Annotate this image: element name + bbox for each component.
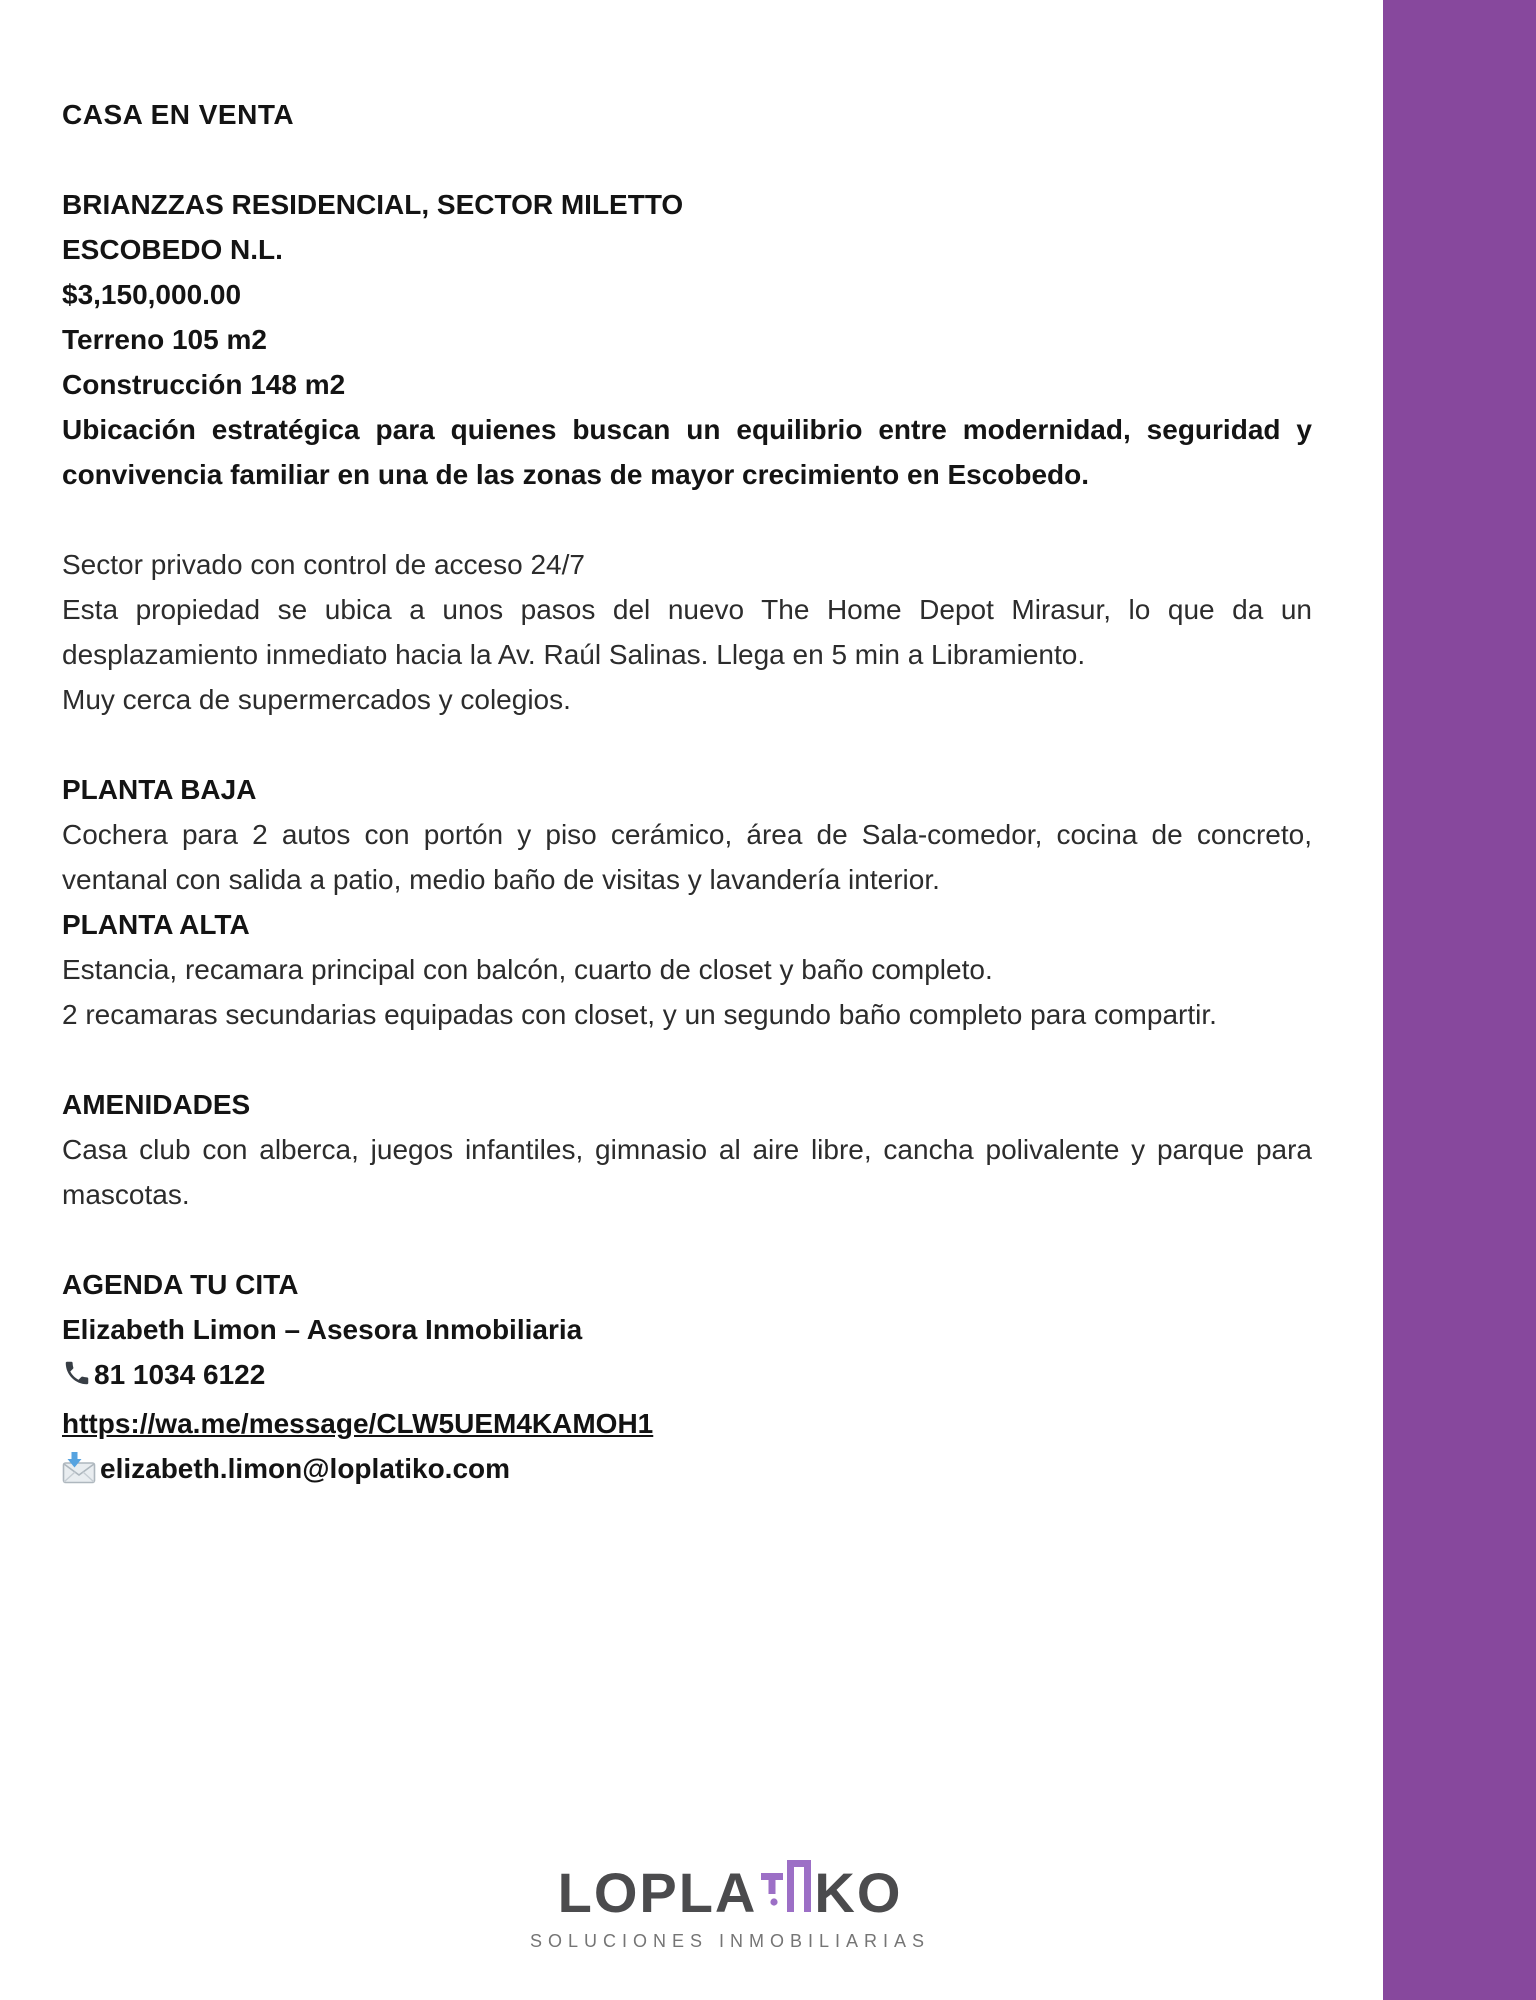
property-location: ESCOBEDO N.L. bbox=[62, 234, 283, 265]
spacer bbox=[62, 1217, 1312, 1262]
property-name: BRIANZZAS RESIDENCIAL, SECTOR MILETTO bbox=[62, 189, 684, 220]
flyer-content bbox=[62, 92, 1312, 1497]
upper-floor-description-1: Estancia, recamara principal con balcón, cuarto de closet y baño completo. bbox=[62, 954, 993, 985]
phone-icon bbox=[62, 1356, 92, 1401]
upper-floor-title: PLANTA ALTA bbox=[62, 909, 250, 940]
brand-footer bbox=[0, 1860, 1460, 1952]
nearby-info: Muy cerca de supermercados y colegios. bbox=[62, 684, 571, 715]
loplatiko-logo bbox=[0, 1860, 1460, 1923]
contact-email-line bbox=[62, 1446, 1312, 1497]
property-highlight: Ubicación estratégica para quienes buscan un equilibrio entre modernidad, seguridad y convivencia familiar en una de las zonas de mayor crecimiento en Escobedo. bbox=[62, 414, 1312, 490]
contact-agent: Elizabeth Limon – Asesora Inmobiliaria bbox=[62, 1314, 583, 1345]
property-price: $3,150,000.00 bbox=[62, 279, 242, 310]
ground-floor-description: Cochera para 2 autos con portón y piso cerámico, área de Sala-comedor, cocina de concreto, ventanal con salida a patio, medio baño de visitas y lavandería interior. bbox=[62, 819, 1312, 895]
contact-phone: 81 1034 6122 bbox=[94, 1359, 266, 1390]
contact-phone-line bbox=[62, 1352, 1312, 1401]
access-info: Sector privado con control de acceso 24/7 bbox=[62, 549, 585, 580]
spacer bbox=[62, 137, 1312, 182]
purple-accent-bar bbox=[1383, 0, 1536, 2000]
contact-title: AGENDA TU CITA bbox=[62, 1269, 299, 1300]
spacer bbox=[62, 1037, 1312, 1082]
property-land-area: Terreno 105 m2 bbox=[62, 324, 267, 355]
location-description: Esta propiedad se ubica a unos pasos del nuevo The Home Depot Mirasur, lo que da un desplazamiento inmediato hacia la Av. Raúl Salinas. Llega en 5 min a Libramiento. bbox=[62, 594, 1312, 670]
property-construction-area: Construcción 148 m2 bbox=[62, 369, 346, 400]
logo-text-right: KO bbox=[814, 1861, 903, 1924]
whatsapp-link[interactable]: https://wa.me/message/CLW5UEM4KAMOH1 bbox=[62, 1408, 654, 1439]
logo-text-left: LOPLA bbox=[557, 1861, 758, 1924]
incoming-envelope-icon bbox=[62, 1452, 96, 1497]
door-icon bbox=[761, 1860, 811, 1923]
spacer bbox=[62, 722, 1312, 767]
ground-floor-title: PLANTA BAJA bbox=[62, 774, 257, 805]
spacer bbox=[62, 497, 1312, 542]
contact-email: elizabeth.limon@loplatiko.com bbox=[100, 1453, 511, 1484]
brand-tagline: SOLUCIONES INMOBILIARIAS bbox=[529, 1931, 931, 1951]
amenities-description: Casa club con alberca, juegos infantiles, gimnasio al aire libre, cancha polivalente y parque para mascotas. bbox=[62, 1134, 1312, 1210]
page-title: CASA EN VENTA bbox=[62, 99, 295, 130]
amenities-title: AMENIDADES bbox=[62, 1089, 251, 1120]
upper-floor-description-2: 2 recamaras secundarias equipadas con closet, y un segundo baño completo para compartir. bbox=[62, 999, 1217, 1030]
contact-whatsapp-line bbox=[62, 1401, 1312, 1446]
logo-door-letters bbox=[811, 1860, 812, 1861]
